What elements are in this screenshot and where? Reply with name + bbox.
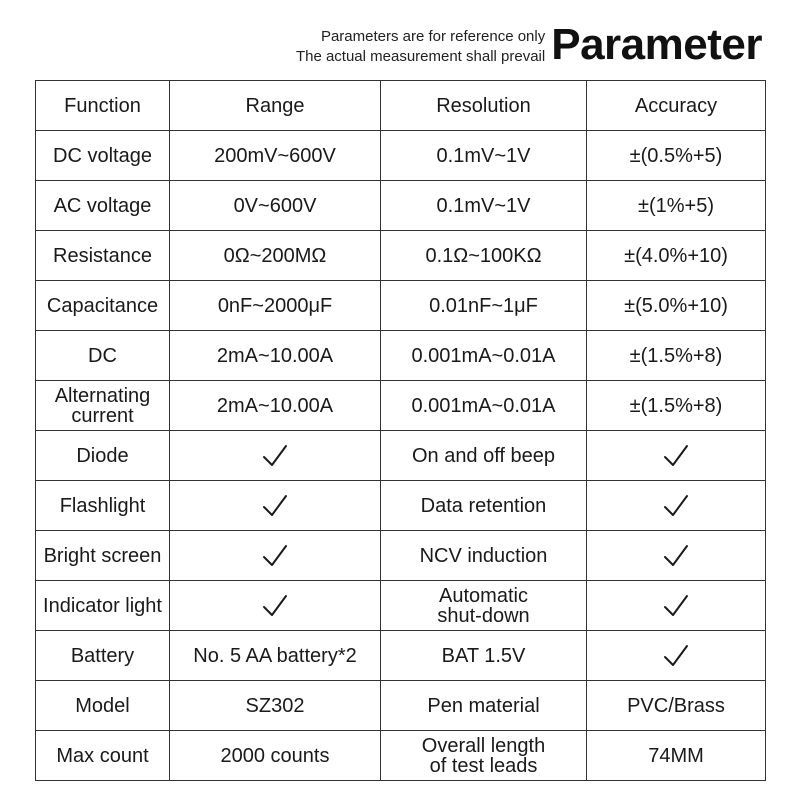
cell-range: [170, 131, 381, 181]
table-row: [36, 331, 766, 381]
cell-function: [36, 581, 170, 631]
cell-accuracy: [587, 631, 766, 681]
cell-function: [36, 731, 170, 781]
cell-range: [170, 481, 381, 531]
cell-text: Automatic shut-down: [437, 584, 530, 627]
cell-range: [170, 531, 381, 581]
cell-text: AC voltage: [53, 194, 152, 217]
cell-text: Flashlight: [59, 494, 146, 517]
parameter-table: [35, 80, 766, 781]
cell-function: [36, 481, 170, 531]
cell-text: Battery: [70, 644, 135, 667]
cell-text: Bright screen: [43, 544, 162, 567]
checkmark-icon: [261, 494, 289, 516]
cell-resolution: [381, 581, 587, 631]
cell-resolution: [381, 731, 587, 781]
cell-resolution: [381, 331, 587, 381]
cell-function: [36, 531, 170, 581]
column-header-accuracy: Accuracy: [587, 81, 766, 131]
cell-resolution: [381, 381, 587, 431]
cell-text: ±(5.0%+10): [624, 294, 728, 317]
cell-text: 2000 counts: [220, 744, 330, 767]
cell-accuracy: [587, 281, 766, 331]
cell-range: [170, 181, 381, 231]
cell-text: ±(1.5%+8): [629, 394, 723, 417]
cell-resolution: [381, 531, 587, 581]
cell-range: [170, 731, 381, 781]
cell-accuracy: [587, 731, 766, 781]
checkmark-icon: [662, 544, 690, 566]
table-row: [36, 581, 766, 631]
cell-range: [170, 231, 381, 281]
checkmark-icon: [662, 644, 690, 666]
cell-text: Model: [75, 694, 130, 717]
checkmark-icon: [261, 544, 289, 566]
cell-resolution: [381, 281, 587, 331]
cell-resolution: [381, 431, 587, 481]
column-header-range: Range: [170, 81, 381, 131]
cell-text: PVC/Brass: [627, 694, 725, 717]
cell-function: [36, 231, 170, 281]
cell-text: 200mV~600V: [214, 144, 336, 167]
cell-range: [170, 381, 381, 431]
cell-text: Resistance: [53, 244, 152, 267]
checkmark-icon: [261, 444, 289, 466]
checkmark-icon: [261, 594, 289, 616]
cell-text: ±(0.5%+5): [629, 144, 723, 167]
cell-range: [170, 631, 381, 681]
cell-function: [36, 431, 170, 481]
cell-text: Indicator light: [43, 594, 162, 617]
cell-accuracy: [587, 581, 766, 631]
cell-text: 0.001mA~0.01A: [411, 344, 556, 367]
column-header-resolution: Resolution: [381, 81, 587, 131]
cell-text: 0.01nF~1μF: [429, 294, 538, 317]
table-body: [36, 131, 766, 781]
cell-accuracy: [587, 381, 766, 431]
cell-text: 74MM: [648, 744, 704, 767]
cell-text: 0V~600V: [233, 194, 317, 217]
cell-range: [170, 331, 381, 381]
cell-accuracy: [587, 331, 766, 381]
cell-resolution: [381, 681, 587, 731]
cell-text: Alternating current: [54, 384, 151, 427]
table-header-row: [36, 81, 766, 131]
cell-text: No. 5 AA battery*2: [193, 644, 357, 667]
cell-text: Diode: [76, 444, 129, 467]
cell-accuracy: [587, 531, 766, 581]
cell-text: On and off beep: [411, 444, 556, 467]
cell-function: [36, 181, 170, 231]
cell-accuracy: [587, 231, 766, 281]
checkmark-icon: [662, 444, 690, 466]
cell-accuracy: [587, 681, 766, 731]
table-row: [36, 181, 766, 231]
cell-resolution: [381, 231, 587, 281]
cell-range: [170, 581, 381, 631]
cell-text: 0.1Ω~100KΩ: [425, 244, 542, 267]
cell-text: 0.1mV~1V: [436, 194, 531, 217]
cell-text: 0.001mA~0.01A: [411, 394, 556, 417]
cell-text: BAT 1.5V: [441, 644, 526, 667]
cell-range: [170, 431, 381, 481]
cell-text: Data retention: [420, 494, 547, 517]
checkmark-icon: [662, 494, 690, 516]
cell-text: DC voltage: [53, 144, 152, 167]
note-line-2: The actual measurement shall prevail: [295, 48, 546, 65]
cell-accuracy: [587, 431, 766, 481]
cell-resolution: [381, 181, 587, 231]
cell-text: 2mA~10.00A: [216, 344, 334, 367]
cell-text: 0Ω~200MΩ: [223, 244, 327, 267]
cell-resolution: [381, 481, 587, 531]
table-row: [36, 531, 766, 581]
cell-text: ±(1.5%+8): [629, 344, 723, 367]
cell-function: [36, 631, 170, 681]
cell-text: 2mA~10.00A: [216, 394, 334, 417]
cell-range: [170, 281, 381, 331]
cell-text: NCV induction: [419, 544, 548, 567]
cell-function: [36, 681, 170, 731]
table-row: [36, 231, 766, 281]
table-row: [36, 481, 766, 531]
table-row: [36, 731, 766, 781]
cell-text: DC: [88, 344, 117, 367]
page-title: Parameter: [551, 20, 762, 69]
cell-resolution: [381, 631, 587, 681]
cell-text: ±(1%+5): [637, 194, 714, 217]
column-header-function: Function: [36, 81, 170, 131]
cell-accuracy: [587, 481, 766, 531]
table-row: [36, 631, 766, 681]
page-header: [296, 16, 762, 74]
table-row: [36, 431, 766, 481]
cell-function: [36, 381, 170, 431]
cell-text: 0nF~2000μF: [217, 294, 333, 317]
table-row: [36, 681, 766, 731]
cell-resolution: [381, 131, 587, 181]
cell-function: [36, 131, 170, 181]
checkmark-icon: [662, 594, 690, 616]
cell-text: SZ302: [245, 694, 305, 717]
cell-range: [170, 681, 381, 731]
cell-function: [36, 331, 170, 381]
note-line-1: Parameters are for reference only: [320, 28, 546, 45]
cell-text: Pen material: [427, 694, 540, 717]
table-row: [36, 131, 766, 181]
reference-note: [296, 27, 545, 67]
cell-accuracy: [587, 181, 766, 231]
cell-text: Max count: [56, 744, 149, 767]
cell-text: Overall length of test leads: [421, 734, 546, 777]
table-row: [36, 281, 766, 331]
cell-text: Capacitance: [46, 294, 159, 317]
cell-text: 0.1mV~1V: [436, 144, 531, 167]
cell-function: [36, 281, 170, 331]
cell-accuracy: [587, 131, 766, 181]
cell-text: ±(4.0%+10): [624, 244, 728, 267]
table-row: [36, 381, 766, 431]
